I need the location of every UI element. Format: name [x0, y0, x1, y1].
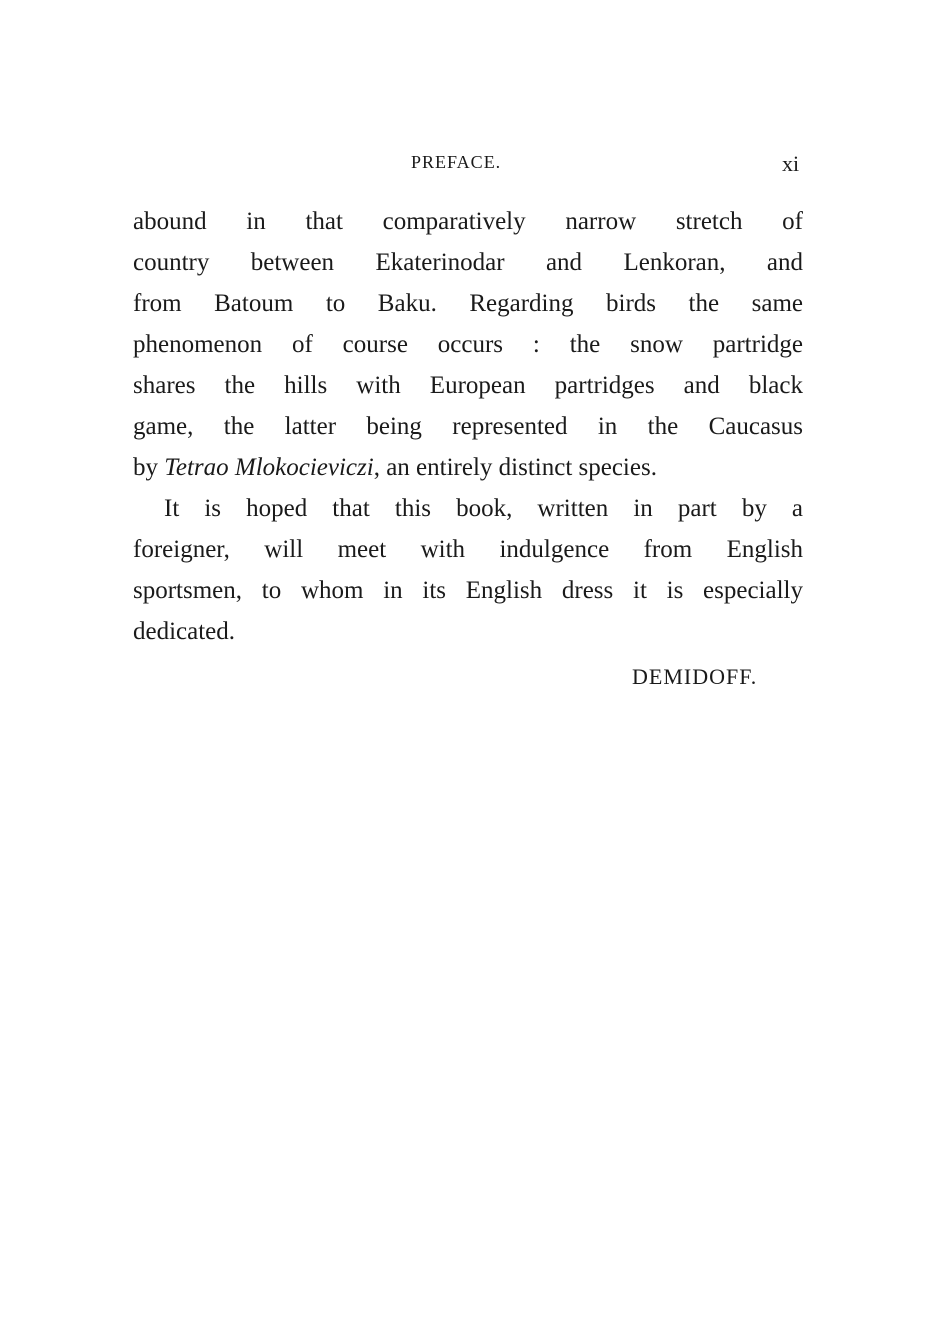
text-fragment: by	[133, 454, 165, 481]
page-number: xi	[782, 151, 800, 176]
running-title: PREFACE.	[411, 152, 502, 172]
text-line: from Batoum to Baku. Regarding birds the same	[133, 290, 803, 317]
text-fragment: , an entirely distinct species.	[373, 454, 657, 481]
paragraph-1	[133, 201, 803, 488]
text-line: foreigner, will meet with indulgence from English	[133, 536, 803, 563]
body-text	[133, 201, 803, 652]
text-line: sportsmen, to whom in its English dress it is especially	[133, 577, 803, 604]
text-line: country between Ekaterinodar and Lenkoran, and	[133, 249, 803, 276]
text-line: phenomenon of course occurs : the snow partridge	[133, 331, 803, 358]
author-signature: DEMIDOFF.	[632, 664, 758, 689]
text-line	[133, 447, 803, 488]
text-line: shares the hills with European partridges and black	[133, 372, 803, 399]
species-name: Tetrao Mlokocieviczi	[164, 454, 374, 481]
text-line: It is hoped that this book, written in part by a	[164, 495, 803, 522]
text-line: abound in that comparatively narrow stretch of	[133, 208, 803, 235]
text-line: game, the latter being represented in the Caucasus	[133, 413, 803, 440]
paragraph-2	[133, 488, 803, 652]
text-line: dedicated.	[133, 618, 236, 645]
running-head	[0, 150, 936, 180]
